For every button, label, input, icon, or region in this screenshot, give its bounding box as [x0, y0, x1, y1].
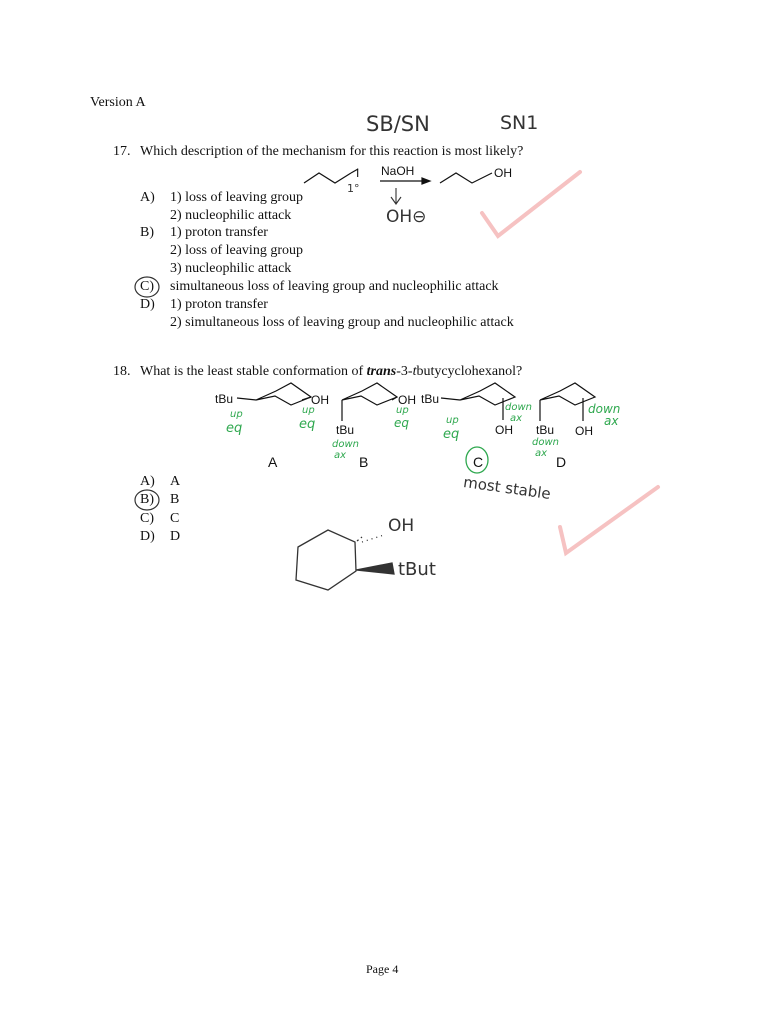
green-down-b: down: [332, 439, 359, 450]
option-line: 3) nucleophilic attack: [170, 261, 292, 276]
green-down-c: down: [505, 402, 532, 413]
option-line: 1) proton transfer: [170, 297, 268, 312]
handwritten-sb-sn: SB/SN: [366, 112, 430, 136]
green-down-d2: down: [588, 402, 621, 416]
struct-c-tbu: tBu: [421, 392, 440, 406]
reagent-naoh: NaOH: [381, 164, 415, 178]
struct-d-oh: OH: [575, 424, 593, 438]
struct-b-oh: OH: [398, 393, 416, 407]
option-line: 2) nucleophilic attack: [170, 208, 292, 223]
green-up-a2: up: [302, 405, 315, 416]
green-eq-a1: eq: [226, 421, 243, 436]
handwritten-primary: 1°: [347, 182, 360, 195]
green-ax-b: ax: [334, 450, 347, 461]
option-value: C: [170, 511, 180, 526]
option-letter: B): [140, 492, 154, 507]
hydroxide-arrow: [391, 188, 401, 204]
green-eq-c: eq: [443, 427, 460, 442]
green-eq-b2: eq: [394, 416, 409, 430]
option-value: D: [170, 529, 181, 544]
struct-b-tbu: tBu: [336, 423, 355, 437]
struct-label-b: B: [359, 454, 369, 470]
green-down-d1: down: [532, 437, 559, 448]
green-up-c: up: [446, 415, 459, 426]
option-letter: B): [140, 225, 154, 240]
product-oh-label: OH: [494, 166, 512, 180]
q17-text: Which description of the mechanism for this reaction is most likely?: [140, 144, 524, 159]
option-letter: A): [140, 190, 155, 205]
green-up-b2: up: [396, 405, 409, 416]
green-ax-d1: ax: [535, 448, 548, 459]
green-eq-a2: eq: [299, 417, 316, 432]
struct-label-a: A: [268, 454, 278, 470]
option-line: simultaneous loss of leaving group and nucleophilic attack: [170, 279, 499, 294]
q17-number: 17.: [113, 144, 131, 159]
sketch-tbu-label: tBut: [398, 559, 436, 580]
sketch-oh-label: OH: [388, 516, 415, 536]
chair-b-structure: [342, 383, 397, 421]
struct-a-tbu: tBu: [215, 392, 234, 406]
propanol-structure: [440, 173, 492, 183]
option-line: 2) loss of leaving group: [170, 243, 303, 258]
option-letter: D): [140, 297, 155, 312]
option-letter: C): [140, 279, 154, 294]
version-label: Version A: [90, 95, 146, 110]
struct-c-oh: OH: [495, 423, 513, 437]
chair-d-structure: [540, 383, 595, 421]
handwritten-sn1: SN1: [500, 112, 539, 134]
option-line: 2) simultaneous loss of leaving group and nucleophilic attack: [170, 315, 514, 330]
chair-a-structure: [237, 383, 311, 405]
struct-label-c: C: [473, 454, 484, 470]
option-value: B: [170, 492, 180, 507]
q18-text: What is the least stable conformation of trans-3-tbutycyclohexanol?: [140, 364, 523, 379]
option-line: 1) loss of leaving group: [170, 190, 303, 205]
struct-a-oh: OH: [311, 393, 329, 407]
handwritten-most-stable: most stable: [462, 472, 552, 504]
hand-sketch-cyclohexane: [296, 530, 394, 590]
option-letter: D): [140, 529, 155, 544]
pink-check-2: [560, 487, 658, 553]
iodide-label: I: [356, 166, 360, 180]
green-up-a1: up: [230, 409, 243, 420]
green-ax-d2: ax: [604, 414, 619, 428]
option-line: 1) proton transfer: [170, 225, 268, 240]
option-letter: C): [140, 511, 154, 526]
option-letter: A): [140, 474, 155, 489]
page-number: Page 4: [366, 962, 399, 976]
q18-number: 18.: [113, 364, 131, 379]
struct-d-tbu: tBu: [536, 423, 555, 437]
handwritten-hydroxide: OH⊖: [386, 207, 427, 227]
struct-label-d: D: [556, 454, 567, 470]
option-value: A: [170, 474, 181, 489]
green-ax-c: ax: [510, 413, 523, 424]
